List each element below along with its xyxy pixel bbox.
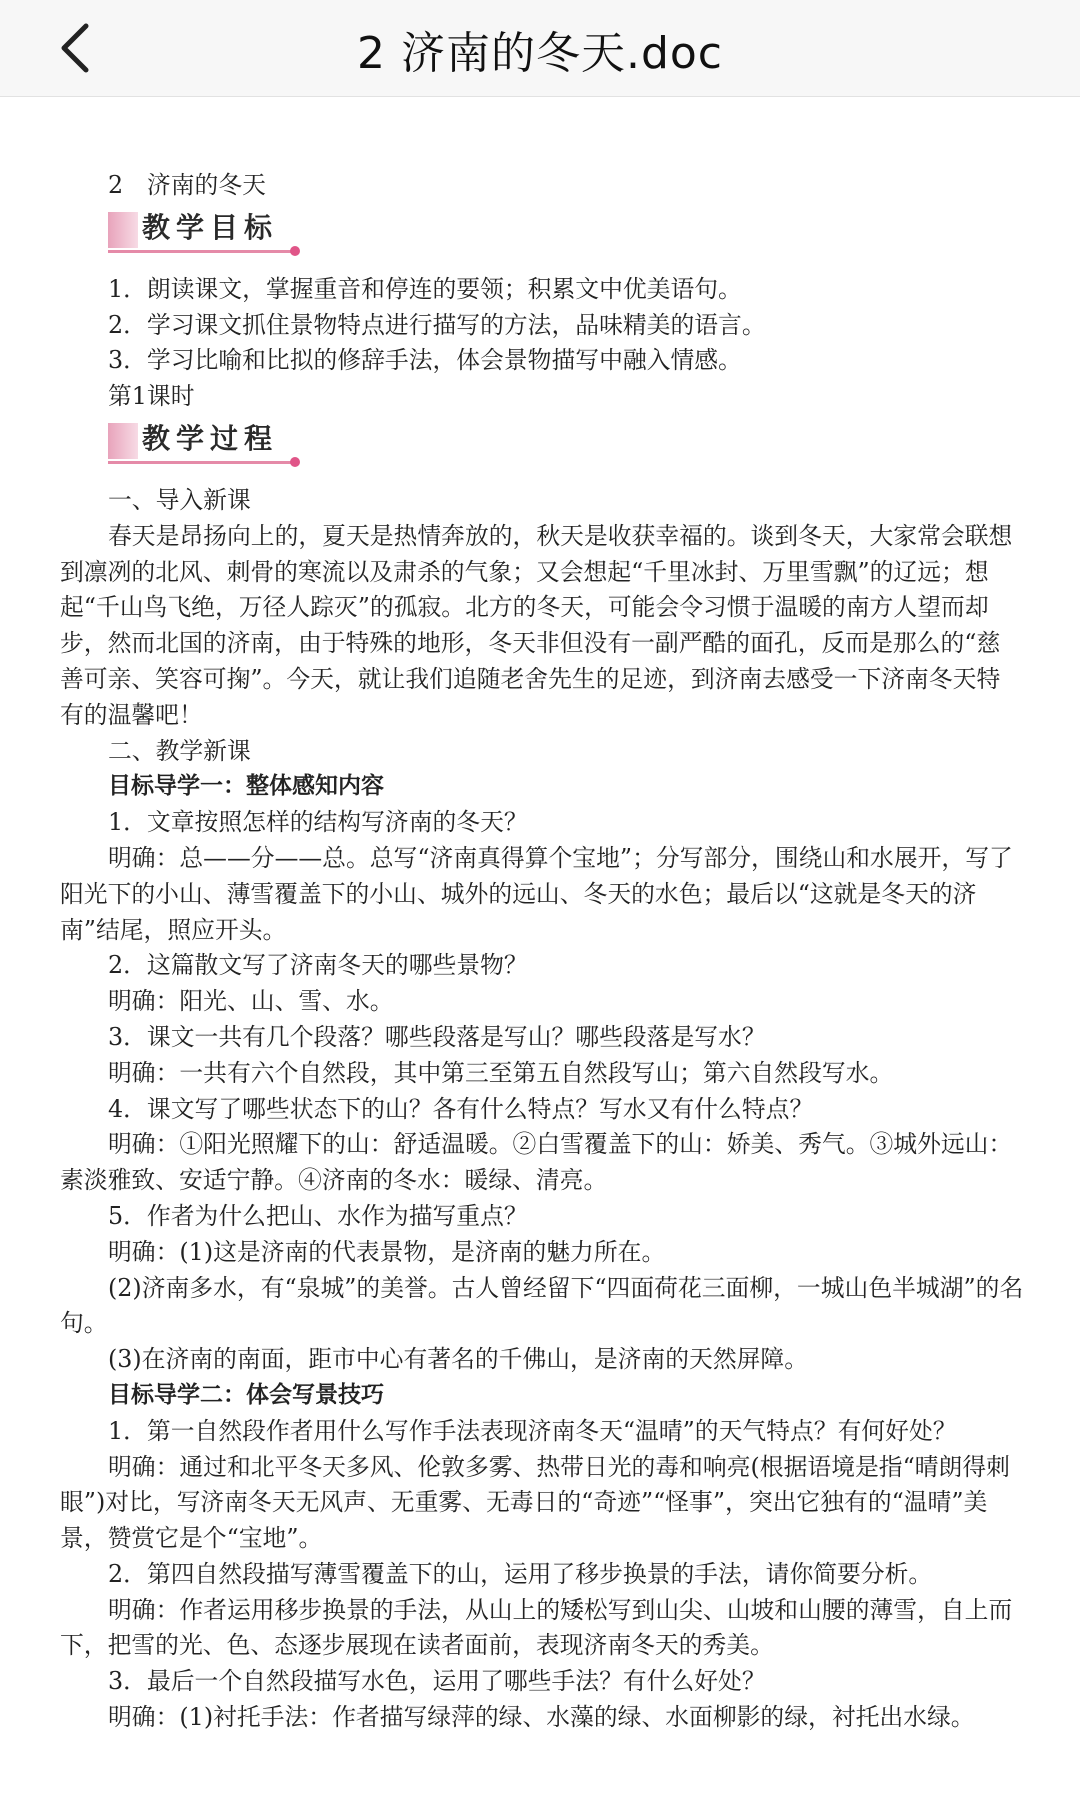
- goal-item: 1．朗读课文，掌握重音和停连的要领；积累文中优美语句。: [108, 274, 742, 303]
- answer: 明确：(1)衬托手法：作者描写绿萍的绿、水藻的绿、水面柳影的绿，衬托出水绿。: [108, 1703, 975, 1732]
- banner-underline: [108, 250, 294, 253]
- question: 1．第一自然段作者用什么写作手法表现济南冬天“温晴”的天气特点？有何好处？: [108, 1416, 957, 1445]
- answer: 明确：通过和北平冬天多风、伦敦多雾、热带日光的毒和响亮(根据语境是指“晴朗得刺眼”)对比，写济南冬天无风声、无重雾、无毒日的“奇迹”“怪事”，突出它独有的“温晴”美景，赞赏它是个“宝地”。: [60, 1452, 1010, 1553]
- goal-item: 2．学习课文抓住景物特点进行描写的方法，品味精美的语言。: [108, 310, 766, 339]
- banner-teaching-process: [108, 415, 308, 473]
- question: 2．这篇散文写了济南冬天的哪些景物？: [108, 951, 528, 980]
- question: 3．最后一个自然段描写水色，运用了哪些手法？有什么好处？: [108, 1667, 766, 1696]
- banner-dot: [290, 457, 300, 467]
- banner-dot: [290, 246, 300, 256]
- question: 4．课文写了哪些状态下的山？各有什么特点？写水又有什么特点？: [108, 1094, 814, 1123]
- banner-teaching-goals: [108, 204, 308, 262]
- answer: (3)在济南的南面，距市中心有著名的千佛山，是济南的天然屏障。: [108, 1345, 809, 1374]
- answer: 明确：阳光、山、雪、水。: [108, 987, 394, 1016]
- answer: 明确：①阳光照耀下的山：舒适温暖。②白雪覆盖下的山：娇美、秀气。③城外远山：素淡雅致、安适宁静。④济南的冬水：暖绿、清亮。: [60, 1130, 1013, 1195]
- subsection-heading: 目标导学二：体会写景技巧: [108, 1381, 384, 1408]
- goal-item: 3．学习比喻和比拟的修辞手法，体会景物描写中融入情感。: [108, 346, 742, 375]
- banner-decoration: [108, 212, 138, 248]
- answer: (2)济南多水，有“泉城”的美誉。古人曾经留下“四面荷花三面柳，一城山色半城湖”的名句。: [60, 1273, 1024, 1338]
- question: 5．作者为什么把山、水作为描写重点？: [108, 1201, 528, 1230]
- answer: 明确：(1)这是济南的代表景物，是济南的魅力所在。: [108, 1237, 666, 1266]
- lesson-period: 第1课时: [108, 382, 195, 411]
- banner-label: 教学目标: [142, 210, 279, 244]
- chevron-left-icon: [58, 22, 92, 74]
- answer: 明确：总——分——总。总写“济南真得算个宝地”；分写部分，围绕山和水展开，写了阳光下的小山、薄雪覆盖下的小山、城外的远山、冬天的水色；最后以“这就是冬天的济南”结尾，照应开头。: [60, 843, 1013, 944]
- document-page: [60, 168, 1024, 1736]
- question: 3．课文一共有几个段落？哪些段落是写山？哪些段落是写水？: [108, 1022, 766, 1051]
- back-button[interactable]: [40, 10, 110, 86]
- subsection-heading: 目标导学一：整体感知内容: [108, 773, 384, 800]
- document-title: 2 济南的冬天.doc: [356, 27, 723, 79]
- section-heading: 二、教学新课: [108, 736, 251, 765]
- lesson-title: 2 济南的冬天: [108, 171, 266, 199]
- question: 2．第四自然段描写薄雪覆盖下的山，运用了移步换景的手法，请你简要分析。: [108, 1559, 933, 1588]
- answer: 明确：作者运用移步换景的手法，从山上的矮松写到山尖、山坡和山腰的薄雪，自上而下，把雪的光、色、态逐步展现在读者面前，表现济南冬天的秀美。: [60, 1595, 1013, 1660]
- question: 1．文章按照怎样的结构写济南的冬天？: [108, 808, 528, 837]
- top-bar: [0, 0, 1080, 97]
- banner-underline: [108, 461, 294, 464]
- section-heading: 一、导入新课: [108, 485, 251, 514]
- paragraph: 春天是昂扬向上的，夏天是热情奔放的，秋天是收获幸福的。谈到冬天，大家常会联想到凛冽的北风、刺骨的寒流以及肃杀的气象；又会想起“千里冰封、万里雪飘”的辽远；想起“千山鸟飞绝，万径人踪灭”的孤寂。北方的冬天，可能会令习惯于温暖的南方人望而却步，然而北国的济南，由于特殊的地形，冬天非但没有一副严酷的面孔，反而是那么的“慈善可亲、笑容可掬”。今天，就让我们追随老舍先生的足迹，到济南去感受一下济南冬天特有的温馨吧！: [60, 521, 1013, 729]
- banner-label: 教学过程: [142, 421, 279, 455]
- answer: 明确：一共有六个自然段，其中第三至第五自然段写山；第六自然段写水。: [108, 1058, 894, 1087]
- banner-decoration: [108, 423, 138, 459]
